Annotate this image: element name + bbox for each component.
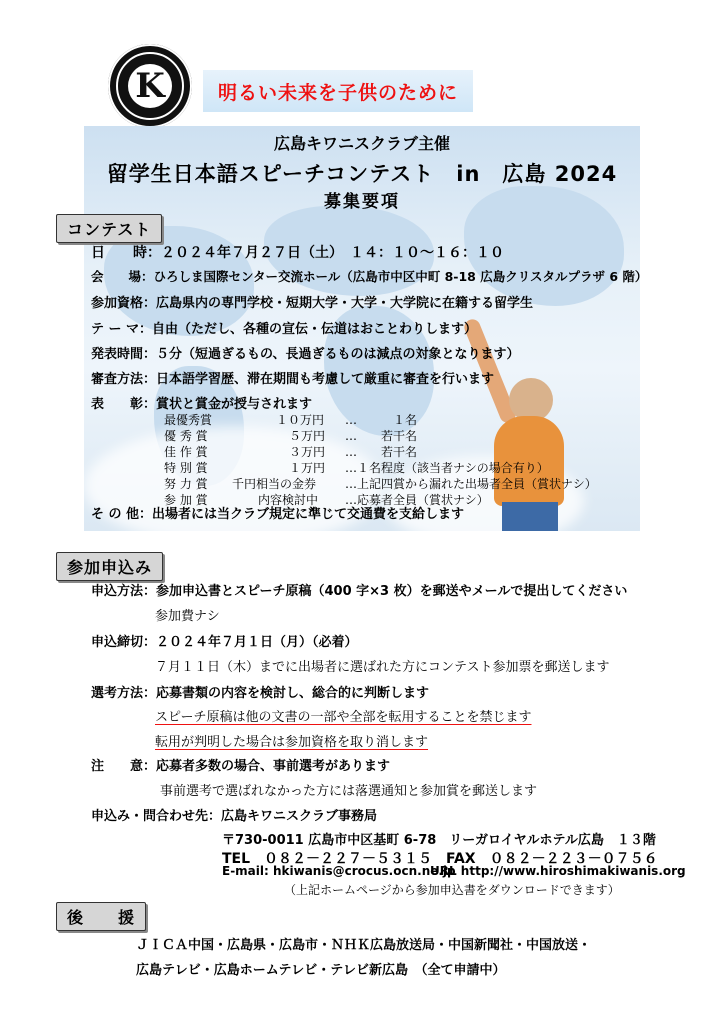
section-heading-contest: コンテスト — [56, 214, 162, 243]
prize-row — [0, 427, 724, 443]
application-caution: 注 意：応募者多数の場合、事前選考があります — [91, 759, 391, 774]
page-title: 留学生日本語スピーチコンテスト in 広島 2024 — [106, 162, 618, 186]
contact-tel: TEL ０８２－２２７－５３１５ — [222, 851, 433, 867]
contact-email[interactable]: E-mail: hkiwanis@crocus.ocn.ne.jp — [222, 864, 456, 878]
section-heading-support: 後 援 — [56, 902, 146, 931]
contest-eligibility: 参加資格：広島県内の専門学校・短期大学・大学・大学院に在籍する留学生 — [91, 296, 534, 311]
contest-venue: 会 場：ひろしま国際センター交流ホール（広島市中区中町 8-18 広島クリスタルプラザ 6 階） — [91, 269, 648, 284]
page-subtitle: 募集要項 — [324, 192, 400, 212]
prize-row — [0, 411, 724, 427]
prize-amount: １０万円 — [276, 413, 325, 427]
prize-amount: ５万円 — [289, 429, 326, 443]
slogan: 明るい未来を子供のために — [217, 81, 458, 104]
application-notice: ７月１１日（木）までに出場者に選ばれた方にコンテスト参加票を郵送します — [155, 660, 610, 675]
prize-row — [0, 475, 724, 491]
prize-count: … 若干名 — [345, 429, 418, 443]
prize-amount: 内容検討中 — [258, 493, 319, 507]
prize-name: 参 加 賞 — [164, 493, 208, 507]
application-warning-1: スピーチ原稿は他の文書の一部や全部を転用することを禁じます — [155, 710, 532, 725]
contest-judging: 審査方法：日本語学習歴、滞在期間も考慮して厳重に審査を行います — [91, 372, 495, 387]
prize-row — [0, 443, 724, 459]
contest-date: 日 時：２０２４年７月２７日（土） １４：１０～１６：１０ — [91, 245, 504, 261]
support-line-2: 広島テレビ・広島ホームテレビ・テレビ新広島 （全て申請中） — [136, 963, 506, 978]
application-selection: 選考方法：応募書類の内容を検討し、総合的に判断します — [91, 686, 430, 701]
prize-count: …１名程度（該当者ナシの場合有り） — [345, 461, 549, 475]
prize-count: …上記四賞から漏れた出場者全員（賞状ナシ） — [345, 477, 597, 491]
prize-table — [0, 411, 724, 511]
slogan-box — [203, 70, 473, 112]
contest-awards: 表 彰：賞状と賞金が授与されます — [91, 397, 313, 412]
contact-fax: FAX ０８２－２２３－０７５６ — [446, 851, 658, 867]
application-caution-detail: 事前選考で選ばれなかった方には落選通知と参加賞を郵送します — [160, 784, 538, 799]
prize-row — [0, 459, 724, 475]
prize-name: 最優秀賞 — [164, 413, 213, 427]
application-warning-2: 転用が判明した場合は参加資格を取り消します — [155, 735, 429, 750]
section-heading-application: 参加申込み — [56, 552, 163, 581]
application-fee: 参加費ナシ — [155, 609, 220, 624]
contact-address: 〒730-0011 広島市中区基町 6-78 リーガロイヤルホテル広島 １３階 — [222, 833, 656, 848]
prize-name: 特 別 賞 — [164, 461, 208, 475]
application-method: 申込方法：参加申込書とスピーチ原稿（400 字×3 枚）を郵送やメールで提出してください — [91, 584, 628, 599]
contact-url[interactable]: URL http://www.hiroshimakiwanis.org — [430, 864, 686, 878]
prize-count: …応募者全員（賞状ナシ） — [345, 493, 489, 507]
prize-amount: １万円 — [289, 461, 326, 475]
prize-amount: ３万円 — [289, 445, 326, 459]
prize-amount: 千円相当の金券 — [232, 477, 317, 491]
contest-other: そ の 他：出場者には当クラブ規定に準じて交通費を支給します — [91, 507, 465, 522]
download-note: （上記ホームページから参加申込書をダウンロードできます） — [284, 883, 620, 897]
logo-k-emblem: K — [128, 64, 172, 108]
contact-label: 申込み・問合わせ先：広島キワニスクラブ事務局 — [91, 809, 378, 824]
kiwanis-logo — [108, 44, 192, 128]
contest-theme: テ ー マ：自由（ただし、各種の宣伝・伝道はおことわりします） — [91, 322, 478, 337]
contest-duration: 発表時間：５分（短過ぎるもの、長過ぎるものは減点の対象となります） — [91, 347, 520, 362]
sponsor-line: 広島キワニスクラブ主催 — [273, 134, 450, 153]
prize-name: 佳 作 賞 — [164, 445, 208, 459]
prize-name: 努 力 賞 — [164, 477, 208, 491]
prize-count: … １名 — [345, 413, 418, 427]
prize-name: 優 秀 賞 — [164, 429, 208, 443]
support-line-1: ＪＩＣＡ中国・広島県・広島市・ＮＨＫ広島放送局・中国新聞社・中国放送・ — [136, 938, 592, 953]
application-deadline: 申込締切：２０２４年７月１日（月）（必着） — [91, 635, 358, 650]
prize-count: … 若干名 — [345, 445, 418, 459]
